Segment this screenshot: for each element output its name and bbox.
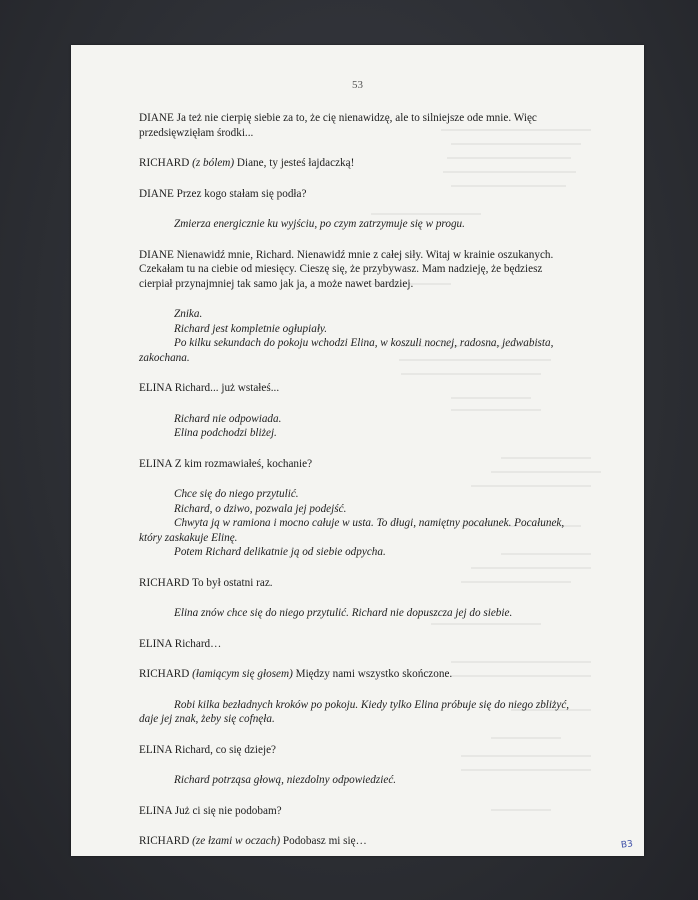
speaker-name: DIANE [139,187,174,200]
dialogue-text: Podobasz mi się… [282,835,367,847]
stage-direction-line: Richard jest kompletnie ogłupiały. [174,322,328,335]
dialogue-text: Richard… [174,637,222,650]
dialogue-text: Z kim rozmawiałeś, kochanie? [174,457,313,470]
stage-direction-line: Znika. [174,308,203,320]
dialogue-line [139,637,576,652]
speaker-name: ELINA [139,637,172,650]
stage-direction-line: Richard potrząsa głową, niezdolny odpowiedzieć. [174,774,397,786]
parenthetical: (ze łzami w oczach) [192,835,281,847]
speaker-name: ELINA [139,457,172,470]
dialogue-line [139,804,576,819]
dialogue-line [139,156,576,171]
dialogue-line [139,457,576,472]
stage-direction [139,773,576,788]
stage-direction-line: Richard nie odpowiada. [174,412,282,425]
dialogue-text: Nienawidź mnie, Richard. Nienawidź mnie z całej siły. Witaj w krainie oszukanych. Czekałam tu na ciebie od miesięcy. Cieszę się, że przybywasz. Mam nadzieję, że będziesz cierpiał przynajmniej tak samo jak ja, a może nawet bardziej. [139,248,554,290]
stage-direction-line: Chwyta ją w ramiona i mocno całuje w usta. To długi, namiętny pocałunek. Pocałunek, który zaskakuje Elinę. [139,517,565,544]
stage-direction [139,412,576,441]
dialogue-text: Richard... już wstałeś... [174,382,280,394]
document-page [71,45,644,856]
dialogue-text: To był ostatni raz. [191,576,273,589]
stage-direction [139,606,576,621]
stage-direction-line: Chce się do niego przytulić. [174,488,299,500]
dialogue-text: Między nami wszystko skończone. [295,668,453,680]
dialogue-line [139,576,576,591]
stage-direction-line: Elina podchodzi bliżej. [174,427,277,439]
dialogue-line [139,834,576,849]
speaker-name: RICHARD [139,835,190,847]
stage-direction-line: Elina znów chce się do niego przytulić. Richard nie dopuszcza jej do siebie. [174,607,513,619]
dialogue-line [139,111,576,140]
stage-direction [139,487,576,560]
speaker-name: ELINA [139,743,172,756]
stage-direction-line: Richard, o dziwo, pozwala jej podejść. [174,502,347,515]
stage-direction [139,307,576,365]
speaker-name: DIANE [139,248,174,261]
dialogue-line [139,381,576,396]
stage-direction [139,217,576,232]
dialogue-line [139,667,576,682]
parenthetical: (z bólem) [192,157,235,169]
dialogue-line [139,743,576,758]
stage-direction-line: Potem Richard delikatnie ją od siebie odpycha. [174,546,386,558]
page-number: 53 [352,79,363,91]
handwritten-mark: B3 [620,839,634,851]
dialogue-text: Przez kogo stałam się podła? [176,187,307,200]
stage-direction-line: Po kilku sekundach do pokoju wchodzi Elina, w koszuli nocnej, radosna, jedwabista, zakochana. [139,337,554,364]
script-body [139,111,576,865]
speaker-name: RICHARD [139,576,190,589]
stage-direction [139,698,576,727]
stage-direction-line: Robi kilka bezładnych kroków po pokoju. Kiedy tylko Elina próbuje się do niego zbliżyć, daje jej znak, żeby się cofnęła. [139,698,570,725]
dialogue-text: Już ci się nie podobam? [174,804,282,817]
stage-direction-line: Zmierza energicznie ku wyjściu, po czym zatrzymuje się w progu. [174,218,465,230]
dialogue-line [139,248,576,292]
speaker-name: ELINA [139,382,172,394]
dialogue-line [139,187,576,202]
dialogue-text: Ja też nie cierpię siebie za to, że cię nienawidzę, ale to silniejsze ode mnie. Więc przedsięwzięłam środki... [139,112,537,139]
parenthetical: (łamiącym się głosem) [192,668,293,680]
speaker-name: ELINA [139,804,172,817]
dialogue-text: Richard, co się dzieje? [174,743,276,756]
speaker-name: RICHARD [139,668,190,680]
speaker-name: RICHARD [139,157,190,169]
dialogue-text: Diane, ty jesteś łajdaczką! [236,157,355,169]
speaker-name: DIANE [139,112,174,124]
